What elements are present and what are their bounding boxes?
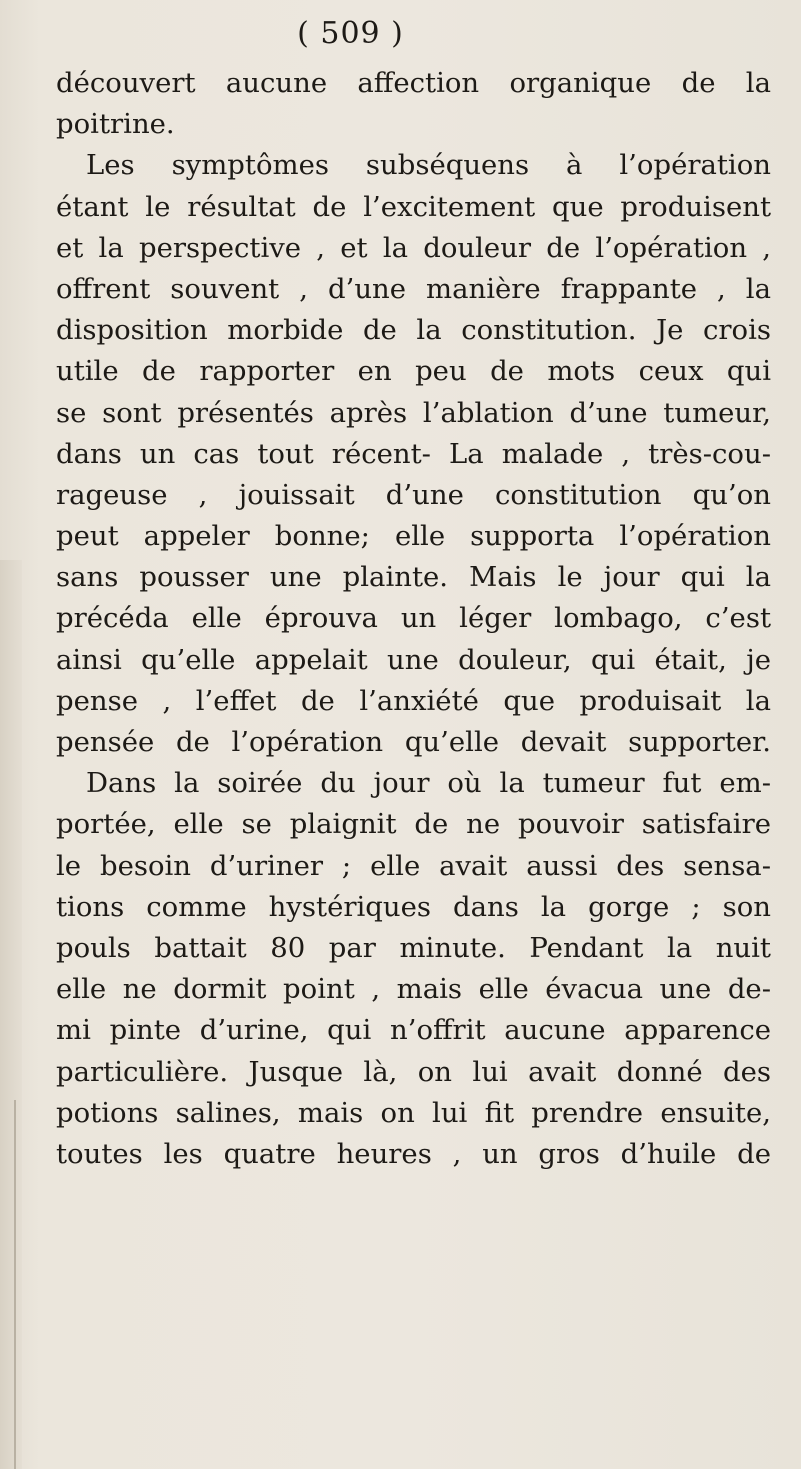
text-line: potions salines, mais on lui fit prendre ensuite, bbox=[56, 1096, 771, 1129]
text-line: Les symptômes subséquens à l’opération bbox=[86, 149, 771, 182]
text-line: poitrine. bbox=[56, 108, 175, 141]
binding-edge bbox=[14, 1100, 16, 1469]
text-line: Dans la soirée du jour où la tumeur fut em- bbox=[86, 767, 771, 800]
text-line: étant le résultat de l’excitement que produisent bbox=[56, 190, 771, 223]
text-line: toutes les quatre heures , un gros d’huile de bbox=[56, 1137, 771, 1170]
text-line: offrent souvent , d’une manière frappante , la bbox=[56, 272, 771, 305]
text-line: le besoin d’uriner ; elle avait aussi des sensa- bbox=[56, 849, 771, 882]
text-line: pouls battait 80 par minute. Pendant la nuit bbox=[56, 931, 771, 964]
text-line: ainsi qu’elle appelait une douleur, qui était, je bbox=[56, 643, 771, 676]
text-line: sans pousser une plainte. Mais le jour qui la bbox=[56, 561, 771, 594]
page-number: ( 509 ) bbox=[297, 16, 404, 51]
text-line: se sont présentés après l’ablation d’une tumeur, bbox=[56, 396, 771, 429]
text-line: particulière. Jusque là, on lui avait donné des bbox=[56, 1055, 771, 1088]
text-line: précéda elle éprouva un léger lombago, c’est bbox=[56, 602, 771, 635]
text-line: pense , l’effet de l’anxiété que produisait la bbox=[56, 684, 771, 717]
text-line: portée, elle se plaignit de ne pouvoir satisfaire bbox=[56, 808, 771, 841]
text-line: utile de rapporter en peu de mots ceux qui bbox=[56, 355, 771, 388]
text-line: elle ne dormit point , mais elle évacua une de- bbox=[56, 973, 771, 1006]
text-line: tions comme hystériques dans la gorge ; son bbox=[56, 890, 771, 923]
text-line: découvert aucune affection organique de la bbox=[56, 67, 771, 99]
body-text bbox=[56, 63, 771, 1175]
binding-gutter bbox=[0, 560, 22, 1469]
text-line: mi pinte d’urine, qui n’offrit aucune apparence bbox=[56, 1014, 771, 1047]
text-line: disposition morbide de la constitution. Je crois bbox=[56, 314, 771, 347]
text-line: peut appeler bonne; elle supporta l’opération bbox=[56, 520, 771, 553]
text-line: pensée de l’opération qu’elle devait supporter. bbox=[56, 726, 771, 758]
text-line: dans un cas tout récent- La malade , très-cou- bbox=[56, 437, 771, 470]
text-line: et la perspective , et la douleur de l’opération , bbox=[56, 231, 771, 264]
text-line: rageuse , jouissait d’une constitution qu’on bbox=[56, 478, 771, 511]
